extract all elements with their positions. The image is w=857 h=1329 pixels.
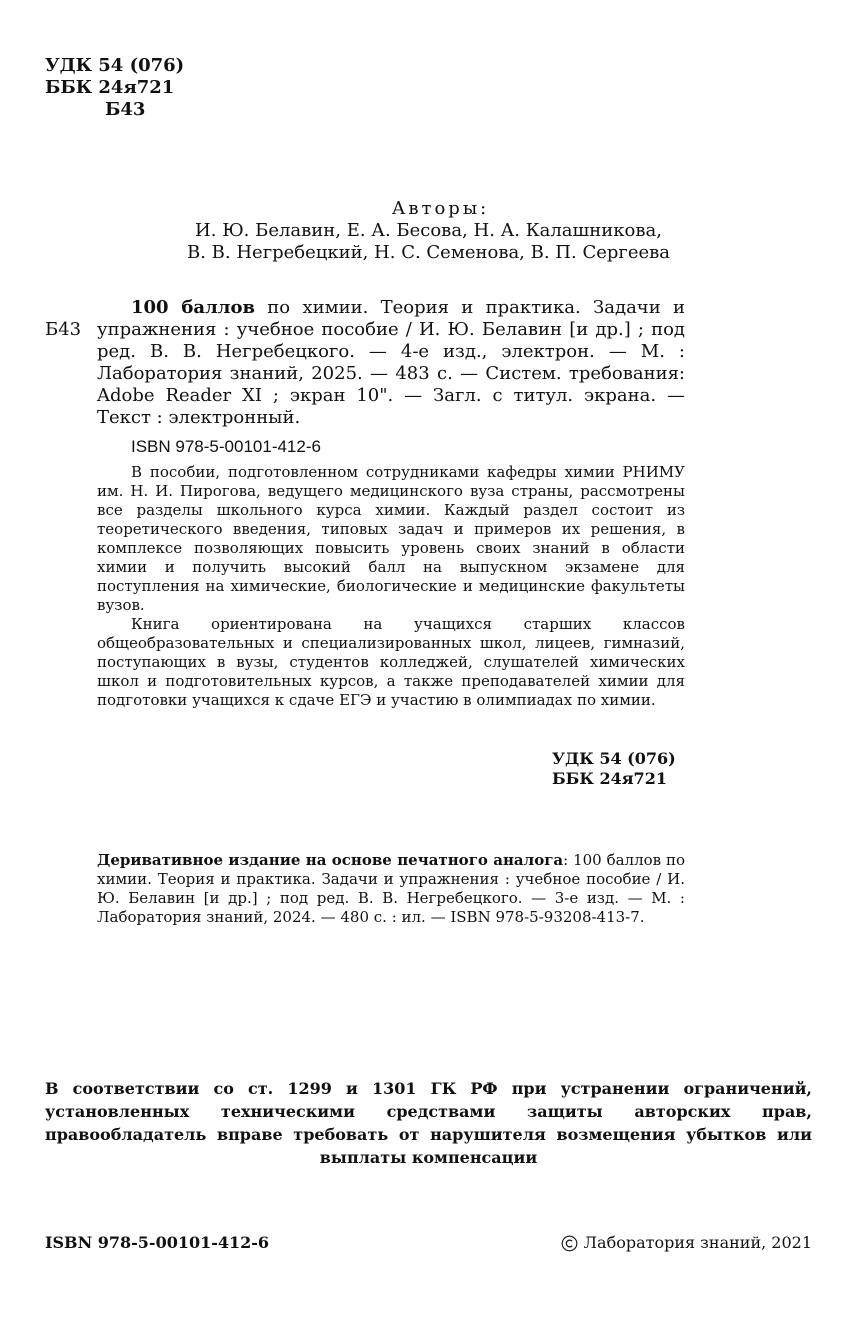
catalog-description: по химии. Теория и практика. Задачи и упражнения : учебное пособие / И. Ю. Белавин [и др.] ; под ред. В. В. Негребецкого. — 4-е изд., электрон. — М. : Лаборатория знаний, 2025. — 483 с. — Систем. требования: Adobe Reader XI ; экран 10". — Загл. с титул. экрана. — Текст : электронный. xyxy=(97,297,686,428)
bbk-code: ББК 24я721 xyxy=(45,77,175,98)
classification-codes xyxy=(552,749,676,789)
legal-notice: В соответствии со ст. 1299 и 1301 ГК РФ при устранении ограничений, установленных техническими средствами защиты авторских прав, правообладатель вправе требовать от нарушителя возмещения убытков или выплаты компенсации xyxy=(45,1079,812,1167)
authors-heading: Авторы: xyxy=(391,198,490,219)
derivative-label: Деривативное издание на основе печатного аналога xyxy=(97,851,564,869)
footer-isbn: ISBN 978-5-00101-412-6 xyxy=(45,1233,270,1252)
authors-line-2: В. В. Негребецкий, Н. С. Семенова, В. П. Сергеева xyxy=(187,242,670,263)
catalog-author-mark: Б43 xyxy=(45,319,82,340)
udc-code: УДК 54 (076) xyxy=(45,55,185,76)
copyright-text: Лаборатория знаний, 2021 xyxy=(583,1233,812,1252)
bbk-code-bottom: ББК 24я721 xyxy=(552,769,667,788)
catalog-entry xyxy=(97,297,685,429)
authors-block xyxy=(0,198,857,264)
author-mark: Б43 xyxy=(105,99,146,120)
udc-header xyxy=(45,55,184,121)
catalog-isbn: ISBN 978-5-00101-412-6 xyxy=(131,437,321,456)
annotation-paragraph-1: В пособии, подготовленном сотрудниками кафедры химии РНИМУ им. Н. И. Пирогова, ведущего медицинского вуза страны, рассмотрены все разделы школьного курса химии. Каждый раздел состоит из теоретического введения, типовых задач и примеров их решения, в комплексе позволяющих повысить уровень своих знаний в области химии и получить высокий балл на выпускном экзамене для поступления на химические, биологические и медицинские факультеты вузов. xyxy=(97,463,685,614)
catalog-title: 100 баллов xyxy=(131,297,255,318)
annotation xyxy=(97,463,685,710)
authors-line-1: И. Ю. Белавин, Е. А. Бесова, Н. А. Калашникова, xyxy=(195,220,662,241)
derivative-text: : 100 баллов по химии. Теория и практика. Задачи и упражнения : учебное пособие / И. Ю. Белавин [и др.] ; под ред. В. В. Негребецкого. — 3-е изд. — М. : Лаборатория знаний, 2024. — 480 с. : ил. — ISBN 978-5-93208-413-7. xyxy=(97,851,685,926)
derivative-edition-note xyxy=(97,851,685,927)
copyright xyxy=(561,1232,812,1254)
copyright-icon xyxy=(561,1235,578,1252)
udc-code-bottom: УДК 54 (076) xyxy=(552,749,676,768)
annotation-paragraph-2: Книга ориентирована на учащихся старших классов общеобразовательных и специализированных школ, лицеев, гимназий, поступающих в вузы, студентов колледжей, слушателей химических школ и подготовительных курсов, а также преподавателей химии для подготовки учащихся к сдаче ЕГЭ и участию в олимпиадах по химии. xyxy=(97,615,685,709)
